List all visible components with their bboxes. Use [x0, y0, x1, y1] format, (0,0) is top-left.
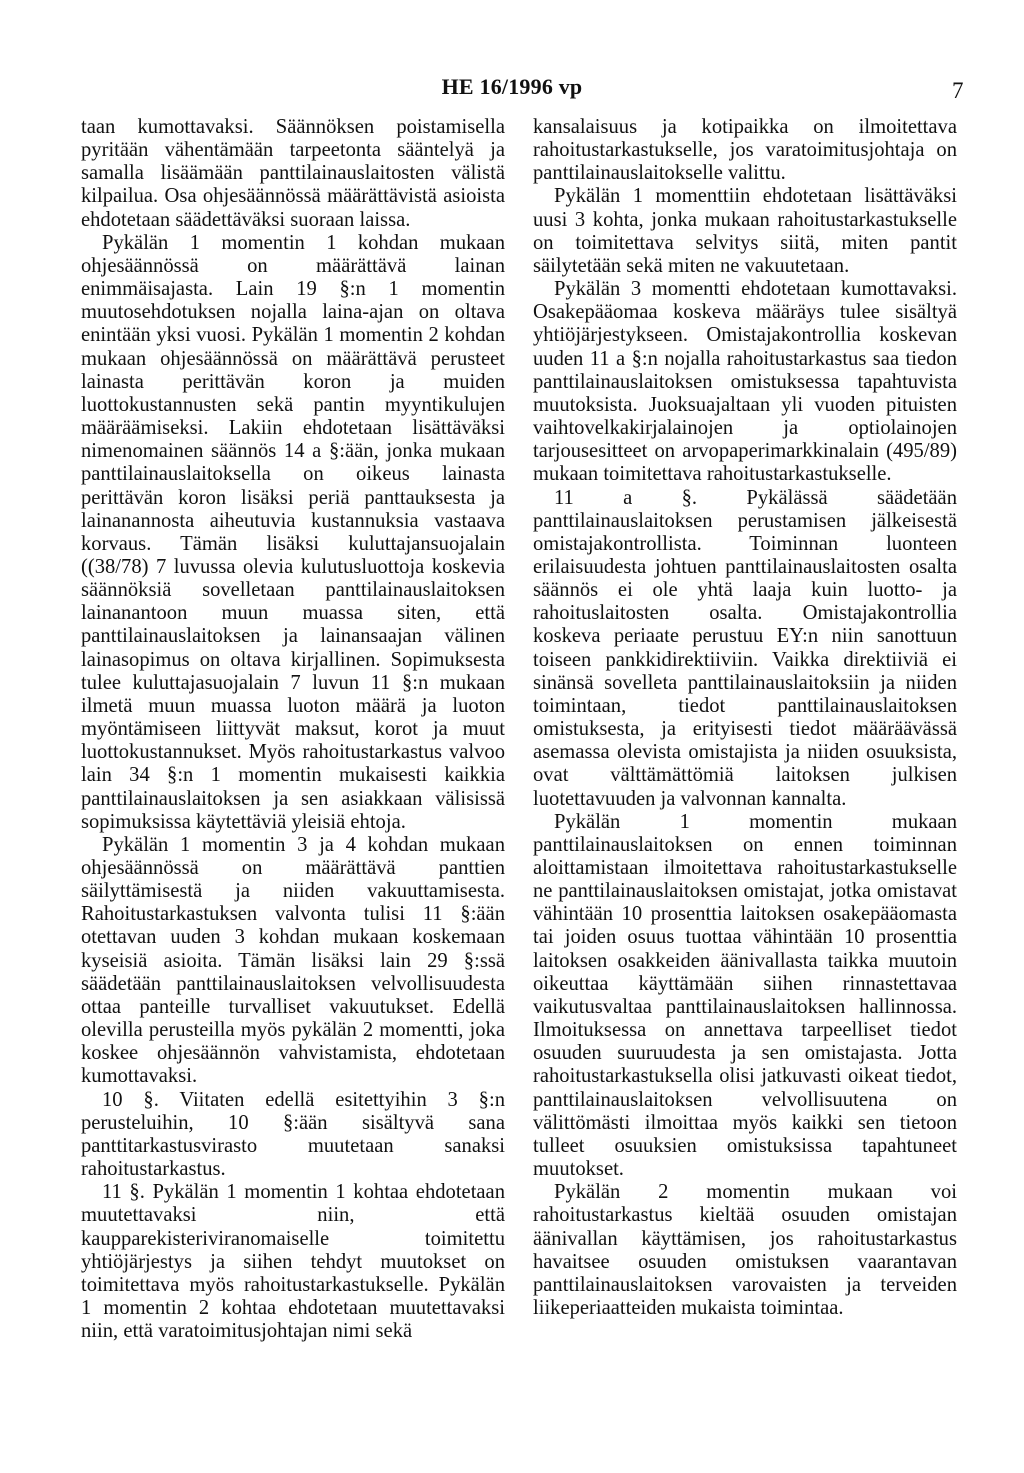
paragraph: Pykälän 1 momentin mukaan panttilainauslaitoksen on ennen toiminnan aloittamistaan ilmoitettava rahoitustarkastukselle ne panttilainauslaitoksen omistajat, jotka omistavat vähintään 10 prosenttia laitoksen osakepääomasta tai joiden osuus tuottaa vähintään 10 prosenttia laitoksen osakkeiden äänivallasta taikka muutoin oikeuttaa käyttämään siihen rinnastettavaa vaikutusvaltaa panttilainauslaitoksen hallinnossa. Ilmoituksessa on annettava tarpeelliset tiedot osuuden suuruudesta ja sen omistajasta. Jotta rahoitustarkastuksella olisi jatkuvasti oikeat tiedot, panttilainauslaitoksen velvollisuutena on välittömästi ilmoittaa myös kaikki sen tietoon tulleet osuuksien omistuksissa tapahtuneet muutokset. — [533, 810, 957, 1181]
paragraph: taan kumottavaksi. Säännöksen poistamisella pyritään vähentämään tarpeetonta sääntelyä ja samalla lisäämään panttilainauslaitosten välistä kilpailua. Osa ohjesäännössä määrättävistä asioista ehdotetaan säädettäväksi suoraan laissa. — [81, 116, 505, 231]
paragraph: Pykälän 1 momentin 1 kohdan mukaan ohjesäännössä on määrättävä lainan enimmäisajasta. Lain 19 §:n 1 momentin muutosehdotuksen nojalla laina-ajan on oltava enintään yksi vuosi. Pykälän 1 momentin 2 kohdan mukaan ohjesäännössä on määrättävä perusteet lainasta perittävän koron ja muiden luottokustannusten sekä pantin myyntikulujen määräämiseksi. Lakiin ehdotetaan lisättäväksi nimenomainen säännös 14 a §:ään, jonka mukaan panttilainauslaitoksella on oikeus lainasta perittävän koron lisäksi periä panttauksesta ja lainanannosta aiheutuvia kustannuksia vastaava korvaus. Tämän lisäksi kuluttajansuojalain ((38/78) 7 luvussa olevia kulutusluottoja koskevia säännöksiä sovelletaan panttilainauslaitoksen lainanantoon muun muassa siten, että panttilainauslaitoksen ja lainansaajan välinen lainasopimus on oltava kirjallinen. Sopimuksesta tulee kuluttajasuojalain 7 luvun 11 §:n mukaan ilmetä muun muassa luoton määrä ja luoton myöntämiseen liittyvät maksut, korot ja muut luottokustannukset. Myös rahoitustarkastus valvoo lain 34 §:n 1 momentin mukaisesti kaikkia panttilainauslaitoksen ja sen asiakkaan välisissä sopimuksissa käytettäviä yleisiä ehtoja. — [81, 231, 505, 833]
paragraph: 10 §. Viitaten edellä esitettyihin 3 §:n perusteluihin, 10 §:ään sisältyvä sana panttitarkastusvirasto muutetaan sanaksi rahoitustarkastus. — [81, 1088, 505, 1181]
paragraph: Pykälän 2 momentin mukaan voi rahoitustarkastus kieltää osuuden omistajan äänivallan käyttämisen, jos rahoitustarkastus havaitsee osuuden omistuksen vaarantavan panttilainauslaitoksen varovaisten ja terveiden liikeperiaatteiden mukaista toimintaa. — [533, 1181, 957, 1319]
paragraph: Pykälän 1 momentin 3 ja 4 kohdan mukaan ohjesäännössä on määrättävä panttien säilyttämisestä ja niiden vakuuttamisesta. Rahoitustarkastuksen valvonta tulisi 11 §:ään otettavan uuden 3 kohdan mukaan koskemaan kyseisiä asioita. Tämän lisäksi lain 29 §:ssä säädetään panttilainauslaitoksen velvollisuudesta ottaa panteille turvalliset vakuutukset. Edellä olevilla perusteilla myös pykälän 2 momentti, joka koskee ohjesäännön vahvistamista, ehdotetaan kumottavaksi. — [81, 833, 505, 1088]
paragraph: 11 §. Pykälän 1 momentin 1 kohtaa ehdotetaan muutettavaksi niin, että kaupparekisteriviranomaiselle toimitettu yhtiöjärjestys ja siihen tehdyt muutokset on toimitettava myös rahoitustarkastukselle. Pykälän 1 momentin 2 kohtaa ehdotetaan muutettavaksi niin, että varatoimitusjohtajan nimi sekä — [81, 1181, 505, 1343]
paragraph: kansalaisuus ja kotipaikka on ilmoitettava rahoitustarkastukselle, jos varatoimitusjohtaja on panttilainauslaitokselle valittu. — [533, 116, 957, 185]
document-title: HE 16/1996 vp — [441, 74, 583, 99]
paragraph: 11 a §. Pykälässä säädetään panttilainauslaitoksen perustamisen jälkeisestä omistajakontrollista. Toiminnan luonteen erilaisuudesta johtuen panttilainauslaitosten osalta säännös ei ole yhtä laaja kuin luotto- ja rahoituslaitosten osalta. Omistajakontrollia koskeva periaate perustuu EY:n niin sanottuun toiseen pankkidirektiiviin. Vaikka direktiiviä ei sinänsä sovelleta panttilainauslaitoksiin ja niiden toimintaan, tiedot panttilainauslaitoksen omistuksesta, ja erityisesti tiedot määräävässä asemassa olevista omistajista ja niiden osuuksista, ovat välttämättömiä laitoksen julkisen luotettavuuden ja valvonnan kannalta. — [533, 486, 957, 810]
paragraph: Pykälän 1 momenttiin ehdotetaan lisättäväksi uusi 3 kohta, jonka mukaan rahoitustarkastukselle on toimitettava selvitys siitä, miten pantit säilytetään sekä miten ne vakuutetaan. — [533, 185, 957, 277]
page-number: 7 — [952, 78, 964, 103]
paragraph: Pykälän 3 momentti ehdotetaan kumottavaksi. Osakepääomaa koskeva määräys tulee sisältyä yhtiöjärjestykseen. Omistajakontrollia koskevan uuden 11 a §:n nojalla rahoitustarkastus saa tiedon panttilainauslaitoksen omistuksessa tapahtuvista muutoksista. Juoksuajaltaan yli vuoden pituisten vaihtovelkakirjalainojen ja optiolainojen tarjousesitteet on arvopaperimarkkinalain (495/89) mukaan toimitettava rahoitustarkastukselle. — [533, 278, 957, 486]
right-column — [533, 116, 957, 1320]
left-column — [81, 116, 505, 1343]
